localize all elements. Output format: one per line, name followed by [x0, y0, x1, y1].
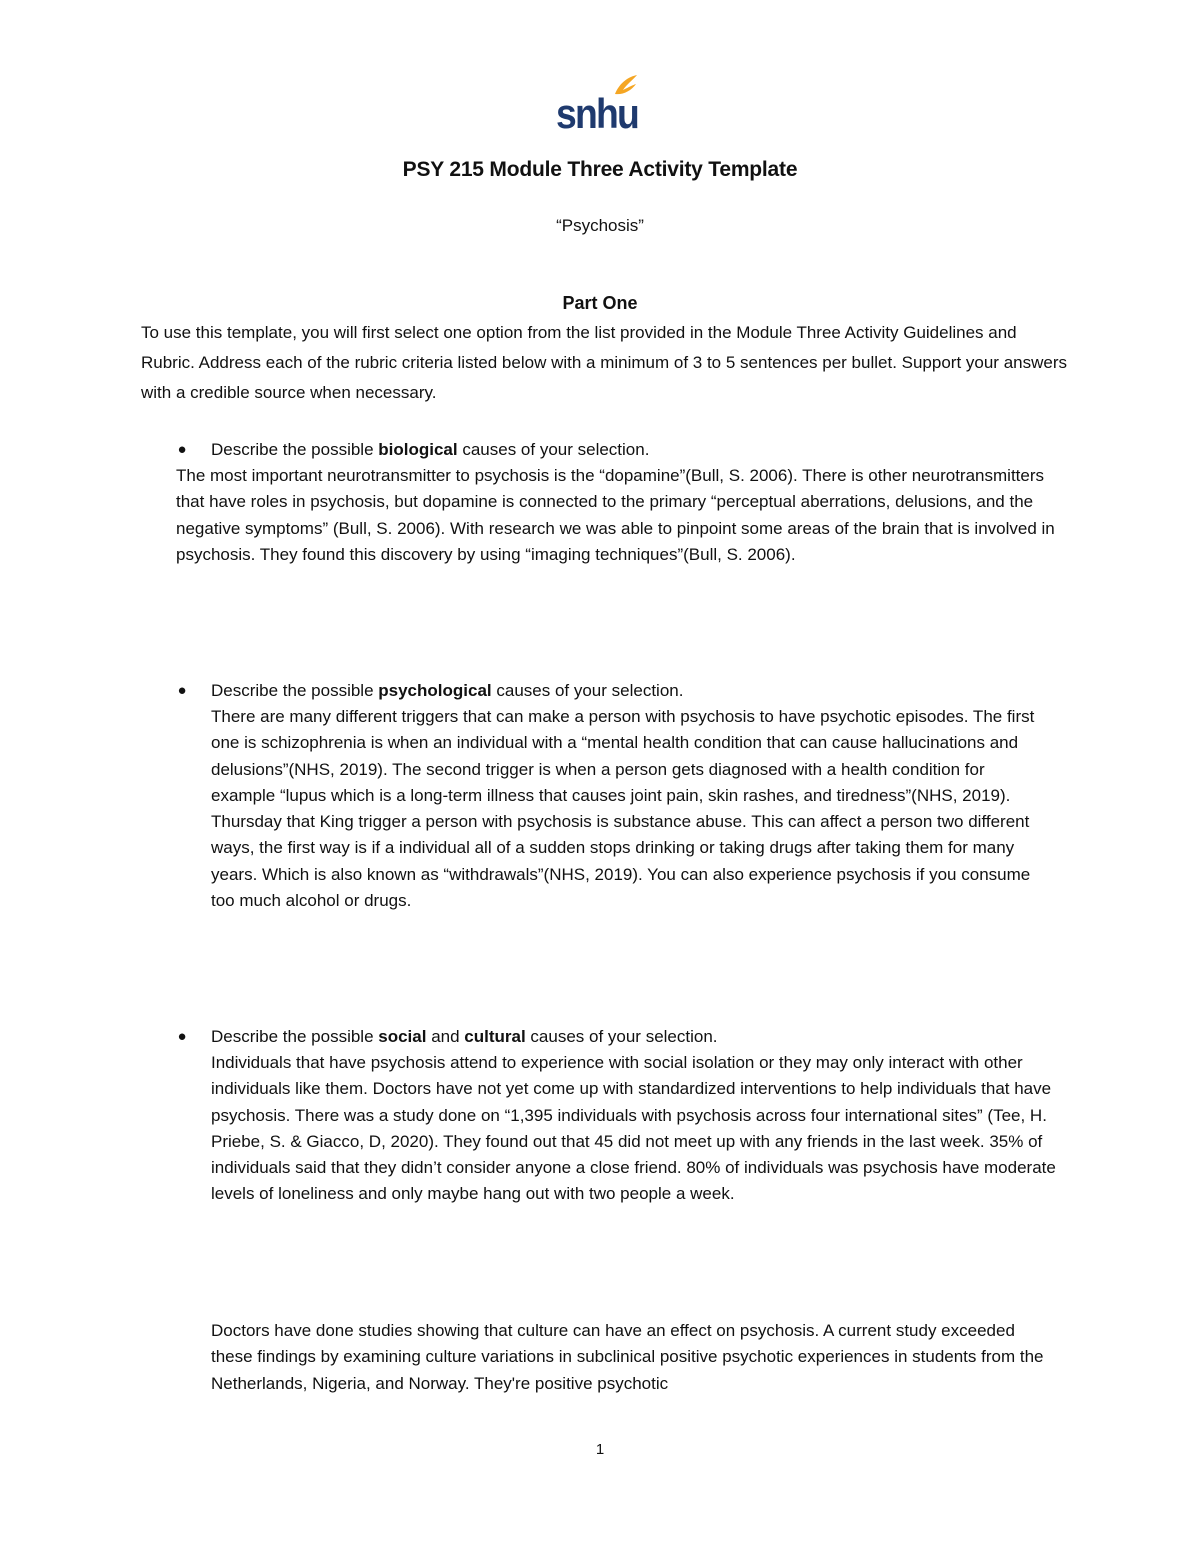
page-number: 1	[595, 1441, 605, 1458]
psychological-section	[176, 678, 1076, 914]
document-title: PSY 215 Module Three Activity Template	[402, 158, 798, 181]
biological-section	[176, 437, 1076, 568]
snhu-logo	[553, 72, 645, 134]
social-answer: Individuals that have psychosis attend to experience with social isolation or they may only interact with other individuals like them. Doctors have not yet come up with standardized interventions to help individuals that have psychosis. There was a study done on “1,395 individuals with psychosis across four international sites” (Tee, H. Priebe, S. & Giacco, D, 2020). They found out that 45 did not meet up with any friends in the last week. 35% of individuals said that they didn’t consider anyone a close friend. 80% of individuals was psychosis have moderate levels of loneliness and only maybe hang out with two people a week.	[211, 1053, 1056, 1204]
psychological-keyword: psychological	[378, 681, 492, 700]
psychological-prompt: ● Describe the possible psychological causes of your selection.	[176, 678, 1076, 704]
svg-text:snhu: snhu	[556, 90, 638, 134]
bullet-icon: ●	[177, 1028, 187, 1045]
social-cultural-prompt: ● Describe the possible social and cultural causes of your selection.	[176, 1024, 1076, 1050]
social-keyword: social	[378, 1027, 427, 1046]
social-cultural-section	[176, 1024, 1076, 1208]
document-subtitle: “Psychosis”	[556, 216, 644, 235]
part-one-heading: Part One	[562, 293, 638, 313]
bullet-icon: ●	[177, 682, 187, 699]
biological-answer: The most important neurotransmitter to psychosis is the “dopamine”(Bull, S. 2006). There is other neurotransmitters that have roles in psychosis, but dopamine is connected to the primary “perceptual aberrations, delusions, and the negative symptoms” (Bull, S. 2006). With research we was able to pinpoint some areas of the brain that is involved in psychosis. They found this discovery by using “imaging techniques”(Bull, S. 2006).	[176, 466, 1055, 564]
biological-keyword: biological	[378, 440, 458, 459]
cultural-keyword: cultural	[464, 1027, 526, 1046]
psychological-answer: There are many different triggers that can make a person with psychosis to have psychotic episodes. The first one is schizophrenia is when an individual with a “mental health condition that can cause hallucinations and delusions”(NHS, 2019). The second trigger is when a person gets diagnosed with a health condition for example “lupus which is a long-term illness that causes joint pain, skin rashes, and tiredness”(NHS, 2019). Thursday that King trigger a person with psychosis is substance abuse. This can affect a person two different ways, the first way is if a individual all of a sudden stops drinking or taking drugs after taking them for many years. Which is also known as “withdrawals”(NHS, 2019). You can also experience psychosis if you consume too much alcohol or drugs.	[211, 707, 1035, 911]
bullet-icon: ●	[177, 441, 187, 458]
part-one-instructions: To use this template, you will first select one option from the list provided in the Module Three Activity Guidelines and Rubric. Address each of the rubric criteria listed below with a minimum of 3 to 5 sentences per bullet. Support your answers with a credible source when necessary.	[141, 323, 1067, 402]
cultural-answer: Doctors have done studies showing that culture can have an effect on psychosis. A current study exceeded these findings by examining culture variations in subclinical positive psychotic experiences in students from the Netherlands, Nigeria, and Norway. They're positive psychotic	[211, 1321, 1044, 1393]
biological-prompt: ● Describe the possible biological causes of your selection.	[176, 437, 1076, 463]
